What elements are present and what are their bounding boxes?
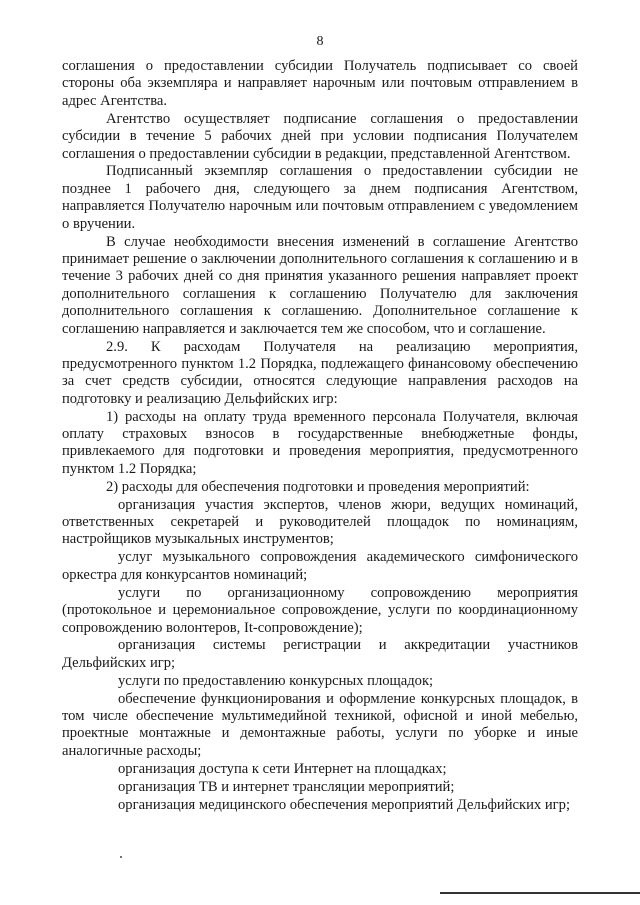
sub-item-venues: услуги по предоставлению конкурсных площадок; (118, 672, 434, 689)
page-bottom-rule (440, 892, 640, 894)
sub-item-broadcast: организация ТВ и интернет трансляции мероприятий; (118, 778, 455, 795)
sub-item-registration: организация системы регистрации и аккредитации участников Дельфийских игр; (62, 637, 578, 671)
paragraph-agency-signing: Агентство осуществляет подписание соглашения о предоставлении субсидии в течение 5 рабочих дней при условии подписания Получателем соглашения о предоставлении субсидии в редакции, представленной Агентством. (62, 110, 578, 162)
paragraph-signed-copy: Подписанный экземпляр соглашения о предоставлении субсидии не позднее 1 рабочего дня, следующего за днем подписания Агентством, направляется Получателю нарочным или почтовым отправлением с уведомлением о вручении. (62, 163, 578, 232)
sub-item-orchestra: услуг музыкального сопровождения академического симфонического оркестра для конкурсантов номинаций; (62, 549, 578, 583)
paragraph-2-9-expenses: 2.9. К расходам Получателя на реализацию мероприятия, предусмотренного пунктом 1.2 Порядка, подлежащего финансовому обеспечению за счет средств субсидии, относятся следующие направления расходов на подготовку и реализацию Дельфийских игр: (62, 338, 578, 407)
paragraph-amendments: В случае необходимости внесения изменений в соглашение Агентство принимает решение о заключении дополнительного соглашения к соглашению и в течение 3 рабочих дней со дня принятия указанного решения направляет проект дополнительного соглашения к соглашению Получателю для заключения дополнительного соглашения к соглашению. Дополнительное соглашение к соглашению направляется и заключается тем же способом, что и соглашение. (62, 233, 578, 337)
paragraph-agreement-signing: соглашения о предоставлении субсидии Получатель подписывает со своей стороны оба экземпляра и направляет нарочным или почтовым отправлением в адрес Агентства. (62, 58, 578, 109)
sub-item-experts: организация участия экспертов, членов жюри, ведущих номинаций, ответственных секретарей и руководителей площадок по номинациям, настройщиков музыкальных инструментов; (62, 496, 578, 548)
scan-speck (120, 856, 122, 858)
list-item-1-labor-costs: 1) расходы на оплату труда временного персонала Получателя, включая оплату страховых взносов в государственные внебюджетные фонды, привлекаемого для подготовки и проведения мероприятия, предусмотренного пунктом 1.2 Порядка; (62, 408, 578, 477)
sub-item-internet: организация доступа к сети Интернет на площадках; (118, 760, 447, 777)
sub-item-organizational-support: услуги по организационному сопровождению мероприятия (протокольное и церемониальное сопровождение, услуги по координационному сопровождению волонтеров, It-сопровождение); (62, 584, 578, 636)
document-body (62, 58, 578, 814)
sub-item-venue-operation: обеспечение функционирования и оформление конкурсных площадок, в том числе обеспечение мультимедийной техникой, офисной и иной мебелью, проектные монтажные и демонтажные работы, услуги по уборке и иные аналогичные расходы; (62, 690, 578, 759)
sub-item-medical: организация медицинского обеспечения мероприятий Дельфийских игр; (118, 796, 571, 813)
page-number: 8 (316, 34, 324, 49)
list-item-2-event-costs: 2) расходы для обеспечения подготовки и проведения мероприятий: (106, 478, 530, 495)
